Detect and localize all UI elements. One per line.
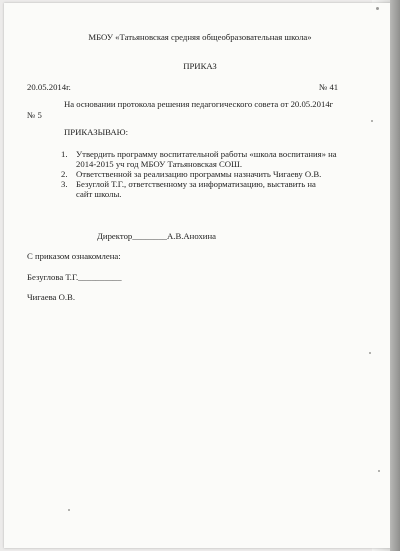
acknowledgement-person-1: Безуглова Т.Г.__________ [27, 272, 122, 282]
list-item-text-cont: сайт школы. [76, 189, 122, 199]
order-items-list [61, 149, 361, 199]
scan-speck [371, 120, 373, 122]
order-basis: На основании протокола решения педагогического совета от 20.05.2014г [64, 99, 334, 109]
scan-speck [68, 509, 70, 511]
scan-speck [369, 352, 371, 354]
order-date: 20.05.2014г. [27, 82, 71, 92]
acknowledgement-title: С приказом ознакомлена: [27, 251, 121, 261]
school-header: МБОУ «Татьяновская средняя общеобразовательная школа» [88, 32, 312, 42]
list-item-text: Утвердить программу воспитательной работы «школа воспитания» на [76, 149, 337, 159]
list-item [61, 179, 361, 199]
list-item [61, 169, 361, 179]
list-item-number: 3. [61, 179, 68, 189]
director-signature: Директор________А.В.Анохина [97, 231, 216, 241]
order-command: ПРИКАЗЫВАЮ: [64, 127, 129, 137]
scan-edge-dark [390, 0, 400, 551]
order-number: № 41 [319, 82, 339, 92]
list-item-text: Ответственной за реализацию программы назначить Чигаеву О.В. [76, 169, 322, 179]
scan-speck [376, 7, 379, 10]
acknowledgement-person-2: Чигаева О.В. [27, 292, 75, 302]
list-item-number: 1. [61, 149, 68, 159]
order-basis-number: № 5 [27, 110, 42, 120]
list-item-number: 2. [61, 169, 68, 179]
order-title: ПРИКАЗ [183, 61, 217, 71]
list-item-text-cont: 2014-2015 уч год МБОУ Татьяновская СОШ. [76, 159, 242, 169]
list-item-text: Безуглой Т.Г., ответственному за информатизацию, выставить на [76, 179, 316, 189]
list-item [61, 149, 361, 169]
scan-speck [378, 470, 380, 472]
